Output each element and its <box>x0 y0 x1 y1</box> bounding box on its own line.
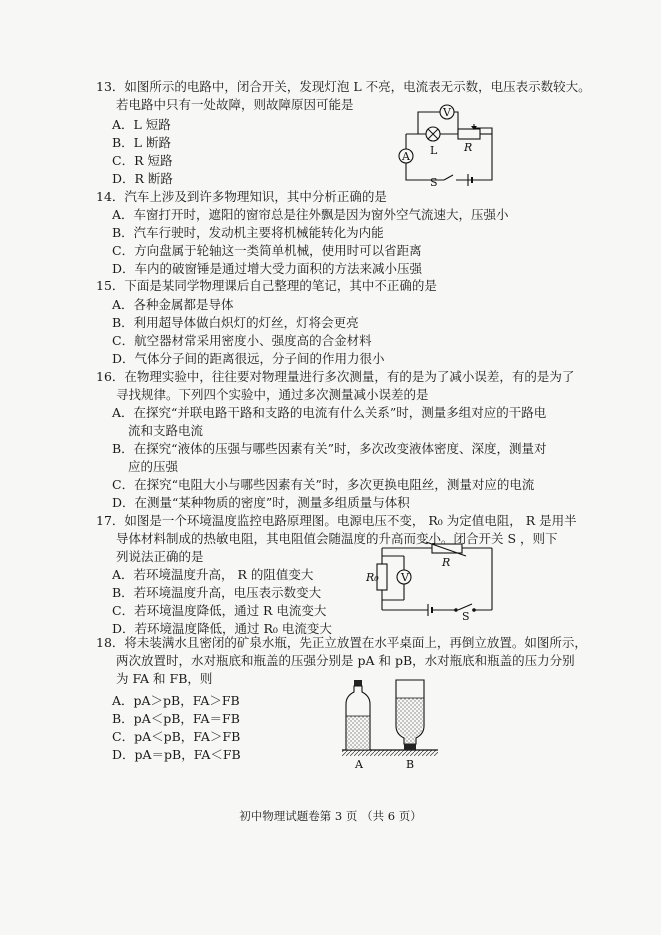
q16-option-d: D．在测量“某种物质的密度”时，测量多组质量与体积 <box>112 495 410 510</box>
q17-label-v: V <box>401 571 409 584</box>
q18-label-b: B <box>406 758 415 771</box>
q17-stem-line-2: 导体材料制成的热敏电阻，其电阻值会随温度的升高而变小。闭合开关 S ，则下 <box>116 531 558 546</box>
q18-option-b: B．pA＜pB，FA＝FB <box>112 711 240 726</box>
q18-option-a: A．pA＞pB，FA＞FB <box>112 693 240 708</box>
q18-bottles-diagram <box>338 676 442 770</box>
q17-option-c: C．若环境温度降低，通过 R 电流变大 <box>112 603 327 618</box>
q18-option-d: D．pA＝pB，FA＜FB <box>112 747 241 762</box>
q16-option-a-line-2: 流和支路电流 <box>128 423 204 438</box>
q13-option-c: C．R 短路 <box>112 153 173 168</box>
q15-option-b: B．利用超导体做白炽灯的灯丝，灯将会更亮 <box>112 315 359 330</box>
q18-stem-line-1: 18．将未装满水且密闭的矿泉水瓶，先正立放置在水平桌面上，再倒立放置。如图所示， <box>96 635 587 650</box>
q16-stem-line-1: 16．在物理实验中，往往要对物理量进行多次测量，有的是为了减小误差，有的是为了 <box>96 369 575 384</box>
q14-option-a: A．车窗打开时，遮阳的窗帘总是往外飘是因为窗外空气流速大，压强小 <box>112 207 509 222</box>
q14-stem: 14．汽车上涉及到许多物理知识，其中分析正确的是 <box>96 189 387 204</box>
q14-option-c: C．方向盘属于轮轴这一类简单机械，使用时可以省距离 <box>112 243 422 258</box>
q15-option-c: C．航空器材常采用密度小、强度高的合金材料 <box>112 333 372 348</box>
q15-option-a: A．各种金属都是导体 <box>112 297 234 312</box>
q18-option-c: C．pA＜pB，FA＞FB <box>112 729 241 744</box>
q17-label-s: S <box>462 610 470 623</box>
q16-option-b-line-2: 应的压强 <box>128 459 179 474</box>
q14-option-b: B．汽车行驶时，发动机主要将机械能转化为内能 <box>112 225 384 240</box>
q16-option-a-line-1: A．在探究“并联电路干路和支路的电流有什么关系”时，测量多组对应的干路电 <box>112 405 547 420</box>
q17-option-b: B．若环境温度升高，电压表示数变大 <box>112 585 322 600</box>
q17-option-d: D．若环境温度降低，通过 R₀ 电流变大 <box>112 621 332 636</box>
q17-stem-line-3: 列说法正确的是 <box>116 549 204 564</box>
q13-label-l: L <box>430 144 438 157</box>
bottle-a <box>346 680 370 750</box>
page-footer: 初中物理试题卷第 3 页 （共 6 页） <box>239 809 422 823</box>
q18-stem-line-3: 为 FA 和 FB，则 <box>116 671 213 686</box>
q13-stem-line-2: 若电路中只有一处故障，则故障原因可能是 <box>116 97 354 112</box>
q15-stem: 15．下面是某同学物理课后自己整理的笔记，其中不正确的是 <box>96 278 437 293</box>
q17-circuit-diagram <box>366 544 510 623</box>
q16-stem-line-2: 寻找规律。下列四个实验中，通过多次测量减小误差的是 <box>116 387 429 402</box>
q17-option-a: A．若环境温度升高， R 的阻值变大 <box>112 567 314 582</box>
q13-stem-line-1: 13．如图所示的电路中，闭合开关，发现灯泡 L 不亮，电流表无示数，电压表示数较大。 <box>96 79 591 94</box>
q18-stem-line-2: 两次放置时，水对瓶底和瓶盖的压强分别是 pA 和 pB，水对瓶底和瓶盖的压力分别 <box>116 653 575 668</box>
q13-circuit-diagram <box>396 104 502 188</box>
q13-label-r: R <box>464 141 473 154</box>
q16-option-c: C．在探究“电阻大小与哪些因素有关”时，多次更换电阻丝，测量对应的电流 <box>112 477 535 492</box>
q13-option-b: B．L 断路 <box>112 135 171 150</box>
q18-label-a: A <box>355 758 363 771</box>
q17-label-r: R <box>442 556 451 569</box>
bottle-b <box>396 680 424 750</box>
q13-option-a: A．L 短路 <box>112 117 171 132</box>
q13-option-d: D．R 断路 <box>112 171 173 186</box>
q13-label-a: A <box>402 150 410 163</box>
q13-label-s: S <box>430 176 438 189</box>
q14-option-d: D．车内的破窗锤是通过增大受力面积的方法来减小压强 <box>112 261 423 276</box>
q13-label-v: V <box>443 106 451 119</box>
q17-stem-line-1: 17．如图是一个环境温度监控电路原理图。电源电压不变， R₀ 为定值电阻， R 是用半 <box>96 513 577 528</box>
q16-option-b-line-1: B．在探究“液体的压强与哪些因素有关”时，多次改变液体密度、深度，测量对 <box>112 441 547 456</box>
q17-label-r0: R₀ <box>366 571 379 584</box>
q15-option-d: D．气体分子间的距离很远，分子间的作用力很小 <box>112 351 385 366</box>
